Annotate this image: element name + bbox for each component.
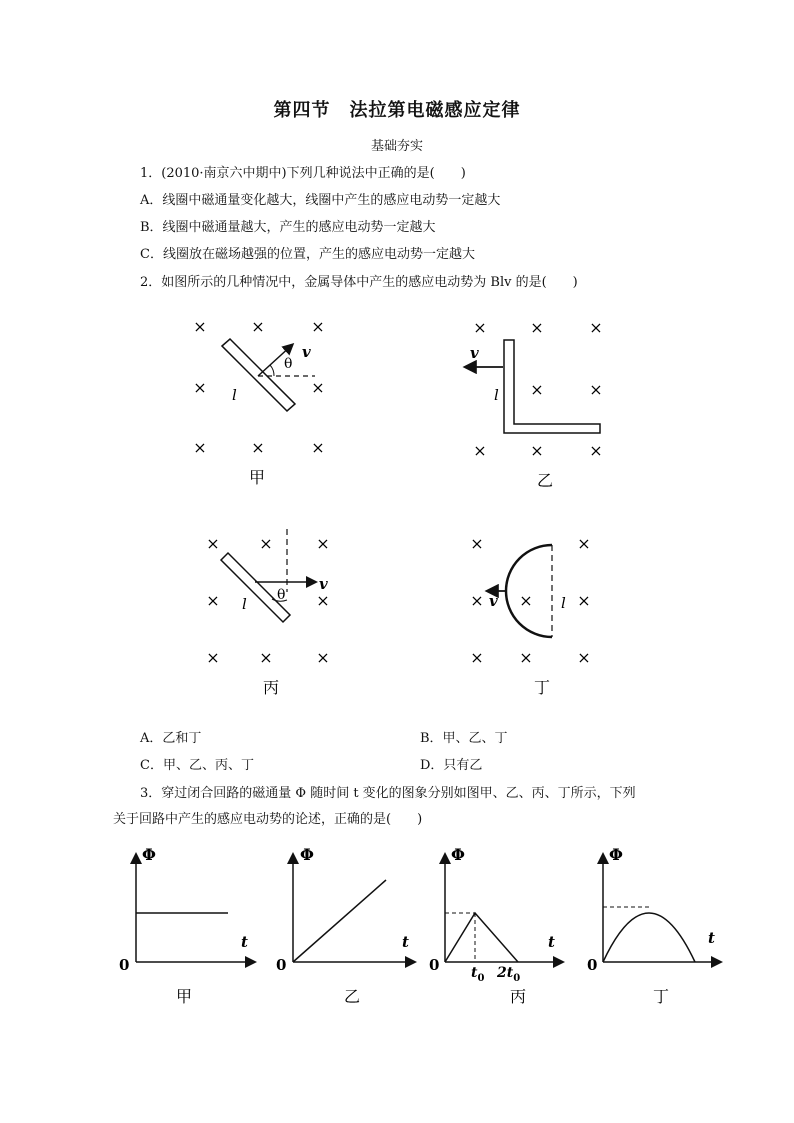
figure-jia xyxy=(193,317,324,487)
flux-line xyxy=(445,913,518,962)
cross-mark: × xyxy=(259,648,273,667)
graph-caption-bing: 丙 xyxy=(509,987,527,1006)
q2-option-d: D．只有乙 xyxy=(420,758,483,773)
length-label: l xyxy=(494,386,499,404)
y-axis-label: Φ xyxy=(609,845,623,864)
origin-label: 0 xyxy=(119,956,130,974)
cross-mark: × xyxy=(530,441,544,460)
figure-caption-bing: 丙 xyxy=(262,678,280,697)
velocity-label: v xyxy=(489,592,498,610)
q3-stem-line2: 关于回路中产生的感应电动势的论述，正确的是( ) xyxy=(113,812,423,827)
graph-jia xyxy=(119,845,254,1006)
y-axis-label: Φ xyxy=(300,845,314,864)
cross-mark: × xyxy=(206,591,220,610)
cross-mark: × xyxy=(589,441,603,460)
figure-bing xyxy=(206,529,329,697)
q2-option-b: B．甲、乙、丁 xyxy=(420,731,508,746)
q2-option-a: A．乙和丁 xyxy=(140,731,202,746)
q3-stem-line1: 3．穿过闭合回路的磁通量 Φ 随时间 t 变化的图象分别如图甲、乙、丙、丁所示，下列 xyxy=(140,786,636,801)
y-axis-label: Φ xyxy=(451,845,465,864)
velocity-label: v xyxy=(470,344,479,362)
q1-option-b: B．线圈中磁通量越大，产生的感应电动势一定越大 xyxy=(140,220,436,235)
cross-mark: × xyxy=(589,380,603,399)
cross-mark: × xyxy=(311,317,325,336)
q1-option-c: C．线圈放在磁场越强的位置，产生的感应电动势一定越大 xyxy=(140,247,475,262)
figure-ding xyxy=(470,534,590,697)
cross-mark: × xyxy=(470,534,484,553)
cross-mark: × xyxy=(193,438,207,457)
q2-option-c: C．甲、乙、丙、丁 xyxy=(140,758,254,773)
origin-label: 0 xyxy=(276,956,287,974)
angle-arc xyxy=(270,365,274,376)
origin-label: 0 xyxy=(587,956,598,974)
velocity-label: v xyxy=(302,343,311,361)
length-label: l xyxy=(242,595,247,613)
velocity-label: v xyxy=(319,575,328,593)
theta-label: θ xyxy=(284,356,293,372)
graph-yi xyxy=(276,845,414,1006)
cross-mark: × xyxy=(316,591,330,610)
theta-label: θ xyxy=(277,587,286,603)
cross-mark: × xyxy=(206,648,220,667)
cross-mark: × xyxy=(259,534,273,553)
cross-mark: × xyxy=(530,318,544,337)
length-label: l xyxy=(561,594,566,612)
cross-mark: × xyxy=(251,317,265,336)
cross-mark: × xyxy=(316,534,330,553)
graph-caption-yi: 乙 xyxy=(343,987,361,1006)
y-axis-label: Φ xyxy=(142,845,156,864)
flux-line xyxy=(293,880,386,962)
x-axis-label: t xyxy=(548,933,555,951)
figure-caption-yi: 乙 xyxy=(536,471,554,490)
graph-bing xyxy=(429,845,562,1006)
2t0-tick: $2t_0$ xyxy=(497,965,521,984)
page-title: 第四节 法拉第电磁感应定律 xyxy=(273,100,521,121)
flux-curve xyxy=(603,913,695,962)
cross-mark: × xyxy=(519,648,533,667)
graph-caption-jia: 甲 xyxy=(175,987,193,1006)
cross-mark: × xyxy=(577,534,591,553)
origin-label: 0 xyxy=(429,956,440,974)
q1-option-a: A．线圈中磁通量变化越大，线圈中产生的感应电动势一定越大 xyxy=(140,193,501,208)
cross-mark: × xyxy=(470,591,484,610)
cross-mark: × xyxy=(311,378,325,397)
q1-stem: 1．(2010·南京六中期中)下列几种说法中正确的是( ) xyxy=(140,166,466,181)
cross-mark: × xyxy=(577,648,591,667)
cross-mark: × xyxy=(311,438,325,457)
t0-tick: $t_0$ xyxy=(471,965,485,984)
cross-mark: × xyxy=(193,317,207,336)
x-axis-label: t xyxy=(402,933,409,951)
figure-caption-ding: 丁 xyxy=(533,678,551,697)
cross-mark: × xyxy=(251,438,265,457)
cross-mark: × xyxy=(530,380,544,399)
x-axis-label: t xyxy=(241,933,248,951)
q2-figure xyxy=(0,300,794,720)
q2-stem: 2．如图所示的几种情况中，金属导体中产生的感应电动势为 Blv 的是( ) xyxy=(140,275,578,290)
l-shaped-conductor xyxy=(504,340,603,433)
figure-yi xyxy=(466,318,603,490)
cross-mark: × xyxy=(470,648,484,667)
cross-mark: × xyxy=(316,648,330,667)
figure-caption-jia: 甲 xyxy=(248,468,266,487)
cross-mark: × xyxy=(473,318,487,337)
cross-mark: × xyxy=(193,378,207,397)
graph-ding xyxy=(587,845,720,1006)
graph-caption-ding: 丁 xyxy=(652,987,670,1006)
cross-mark: × xyxy=(577,591,591,610)
x-axis-label: t xyxy=(708,929,715,947)
section-heading: 基础夯实 xyxy=(370,139,423,154)
cross-mark: × xyxy=(473,441,487,460)
q3-graphs xyxy=(0,840,794,1020)
cross-mark: × xyxy=(519,591,533,610)
length-label: l xyxy=(232,386,237,404)
cross-mark: × xyxy=(206,534,220,553)
cross-mark: × xyxy=(589,318,603,337)
